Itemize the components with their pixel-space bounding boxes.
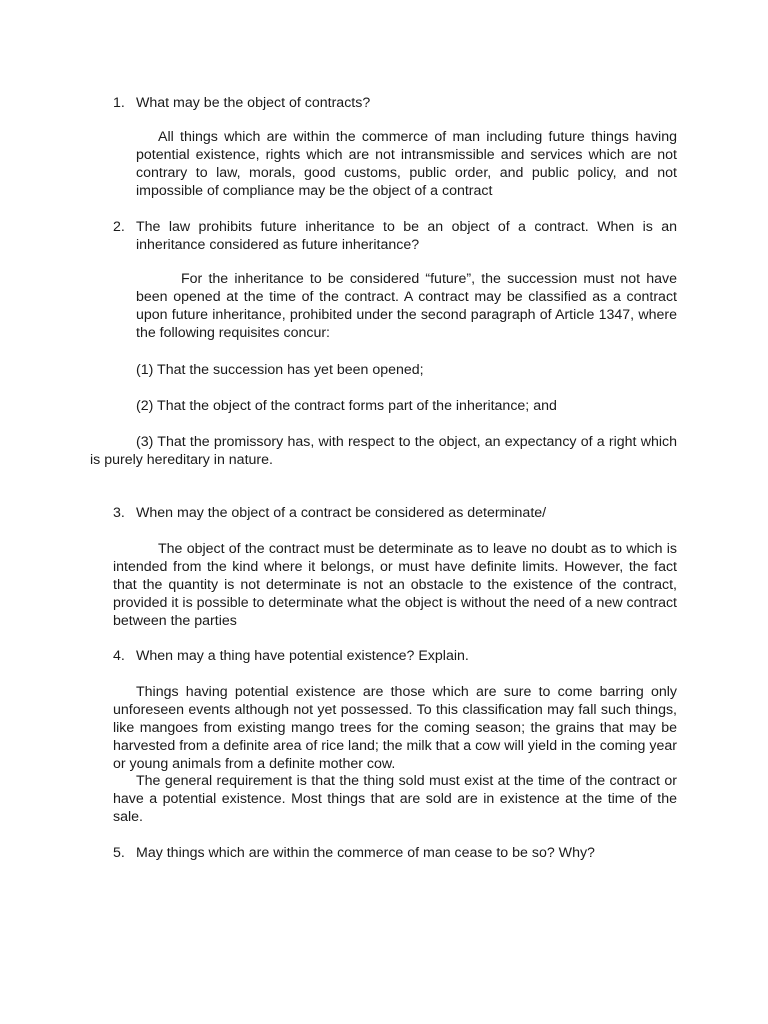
- requisite-3: (3) That the promissory has, with respect to the object, an expectancy of a right which is purely hereditary in nature.: [90, 434, 677, 468]
- requisite-1: (1) That the succession has yet been opened;: [136, 362, 424, 378]
- question-text: May things which are within the commerce of man cease to be so? Why?: [136, 845, 595, 861]
- answer-2: For the inheritance to be considered “future”, the succession must not have been opened at the time of the contract. A contract may be classified as a contract upon future inheritance, prohibited under the second paragraph of Article 1347, where the following requisites concur:: [136, 271, 677, 341]
- question-number: 1.: [113, 95, 125, 111]
- answer-4-paragraph-1: Things having potential existence are those which are sure to come barring only unforeseen events although not yet possessed. To this classification may fall such things, like mangoes from existing mango trees for the coming season; the grains that may be harvested from a definite area of rice land; the milk that a cow will yield in the coming year or young animals from a definite mother cow.: [113, 684, 677, 772]
- question-number: 4.: [113, 648, 125, 664]
- answer-3: The object of the contract must be determinate as to leave no doubt as to which is intended from the kind where it belongs, or must have definite limits. However, the fact that the quantity is not determinate is not an obstacle to the existence of the contract, provided it is possible to determinate what the object is without the need of a new contract between the parties: [113, 541, 677, 629]
- question-1: [113, 94, 677, 112]
- question-text: The law prohibits future inheritance to be an object of a contract. When is an inheritance considered as future inheritance?: [136, 219, 677, 253]
- answer-4-paragraph-2: The general requirement is that the thing sold must exist at the time of the contract or have a potential existence. Most things that are sold are in existence at the time of the sale.: [113, 773, 677, 825]
- question-4: [113, 647, 677, 665]
- question-number: 2.: [113, 219, 125, 235]
- requisite-2: (2) That the object of the contract forms part of the inheritance; and: [136, 398, 557, 414]
- question-text: When may a thing have potential existence? Explain.: [136, 648, 469, 664]
- question-number: 5.: [113, 845, 125, 861]
- question-5: [113, 844, 677, 862]
- question-3: [113, 504, 677, 522]
- answer-1: All things which are within the commerce of man including future things having potential existence, rights which are not intransmissible and services which are not contrary to law, morals, good customs, public order, and public policy, and not impossible of compliance may be the object of a contract: [136, 129, 677, 199]
- question-text: When may the object of a contract be considered as determinate/: [136, 505, 547, 521]
- question-2: [113, 218, 677, 254]
- question-number: 3.: [113, 505, 125, 521]
- question-text: What may be the object of contracts?: [136, 95, 371, 111]
